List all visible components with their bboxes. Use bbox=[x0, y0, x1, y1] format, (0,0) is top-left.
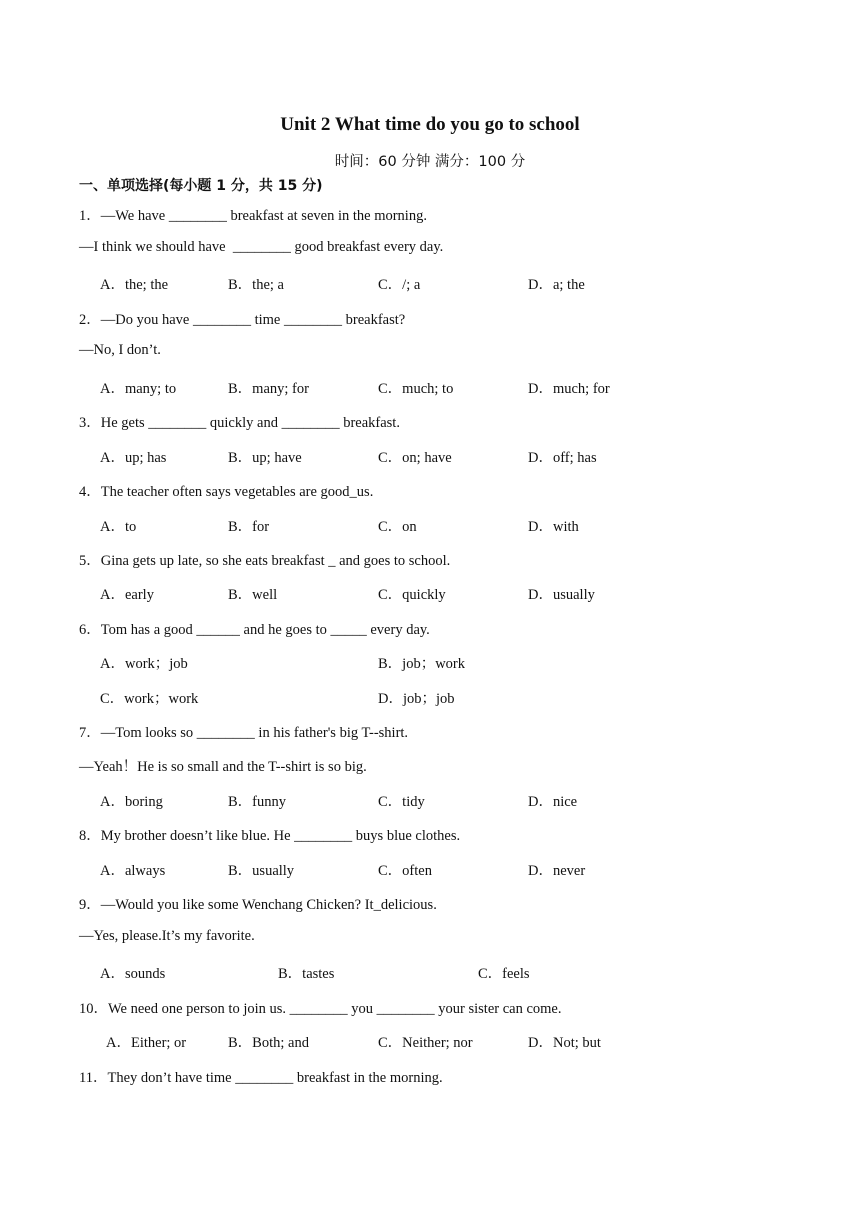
q10-option-b: B．Both; and bbox=[228, 1035, 309, 1051]
q10-option-d: D．Not; but bbox=[528, 1035, 601, 1051]
question-6: 6．Tom has a good ______ and he goes to _____ every day. bbox=[79, 622, 430, 638]
question-7-response: —Yeah！He is so small and the T--shirt is so big. bbox=[79, 759, 367, 775]
q2-option-c: C．much; to bbox=[378, 381, 454, 397]
question-3: 3．He gets ________ quickly and ________ breakfast. bbox=[79, 415, 400, 431]
q8-option-b: B．usually bbox=[228, 863, 295, 879]
q8-option-c: C．often bbox=[378, 863, 432, 879]
q10-option-c: C．Neither; nor bbox=[378, 1035, 473, 1051]
question-1-response: —I think we should have ________ good breakfast every day. bbox=[79, 239, 444, 255]
q7-option-d: D．nice bbox=[528, 794, 578, 810]
q3-option-b: B．up; have bbox=[228, 450, 302, 466]
q7-option-c: C．tidy bbox=[378, 794, 425, 810]
question-8: 8．My brother doesn’t like blue. He ________ buys blue clothes. bbox=[79, 828, 461, 844]
q6-option-c: C．work；work bbox=[100, 691, 199, 707]
q6-option-a: A．work；job bbox=[100, 656, 188, 672]
q3-option-a: A．up; has bbox=[100, 450, 167, 466]
q9-option-a: A．sounds bbox=[100, 966, 166, 982]
question-7: 7．—Tom looks so ________ in his father's big T--shirt. bbox=[79, 725, 409, 741]
q3-option-d: D．off; has bbox=[528, 450, 597, 466]
question-11: 11．They don’t have time ________ breakfast in the morning. bbox=[79, 1070, 443, 1086]
q5-option-c: C．quickly bbox=[378, 587, 446, 603]
q5-option-d: D．usually bbox=[528, 587, 595, 603]
q1-option-a: A．the; the bbox=[100, 277, 169, 293]
q8-option-d: D．never bbox=[528, 863, 586, 879]
q4-option-d: D．with bbox=[528, 519, 579, 535]
question-5: 5．Gina gets up late, so she eats breakfast _ and goes to school. bbox=[79, 553, 451, 569]
q2-option-b: B．many; for bbox=[228, 381, 309, 397]
q8-option-a: A．always bbox=[100, 863, 166, 879]
question-2: 2．—Do you have ________ time ________ breakfast? bbox=[79, 312, 406, 328]
section-heading: 一、单项选择(每小题 1 分，共 15 分) bbox=[79, 178, 323, 194]
q7-option-b: B．funny bbox=[228, 794, 286, 810]
q4-option-a: A．to bbox=[100, 519, 137, 535]
q6-option-b: B．job；work bbox=[378, 656, 465, 672]
q9-option-c: C．feels bbox=[478, 966, 530, 982]
q4-option-b: B．for bbox=[228, 519, 270, 535]
q1-option-c: C．/; a bbox=[378, 277, 421, 293]
q9-option-b: B．tastes bbox=[278, 966, 335, 982]
question-4: 4．The teacher often says vegetables are good_us. bbox=[79, 484, 374, 500]
question-1: 1．—We have ________ breakfast at seven in the morning. bbox=[79, 208, 427, 224]
q5-option-a: A．early bbox=[100, 587, 154, 603]
question-9: 9．—Would you like some Wenchang Chicken? It_delicious. bbox=[79, 897, 437, 913]
q2-option-d: D．much; for bbox=[528, 381, 610, 397]
q4-option-c: C．on bbox=[378, 519, 417, 535]
q3-option-c: C．on; have bbox=[378, 450, 452, 466]
q10-option-a: A．Either; or bbox=[106, 1035, 187, 1051]
q2-option-a: A．many; to bbox=[100, 381, 177, 397]
q6-option-d: D．job；job bbox=[378, 691, 455, 707]
q1-option-d: D．a; the bbox=[528, 277, 585, 293]
question-10: 10．We need one person to join us. ________ you ________ your sister can come. bbox=[79, 1001, 562, 1017]
q7-option-a: A．boring bbox=[100, 794, 163, 810]
question-2-response: —No, I don’t. bbox=[79, 342, 161, 358]
q5-option-b: B．well bbox=[228, 587, 278, 603]
question-9-response: —Yes, please.It’s my favorite. bbox=[79, 928, 255, 944]
q1-option-b: B．the; a bbox=[228, 277, 284, 293]
document-title: Unit 2 What time do you go to school bbox=[280, 114, 580, 135]
time-score-info: 时间：60 分钟 满分：100 分 bbox=[334, 154, 526, 170]
